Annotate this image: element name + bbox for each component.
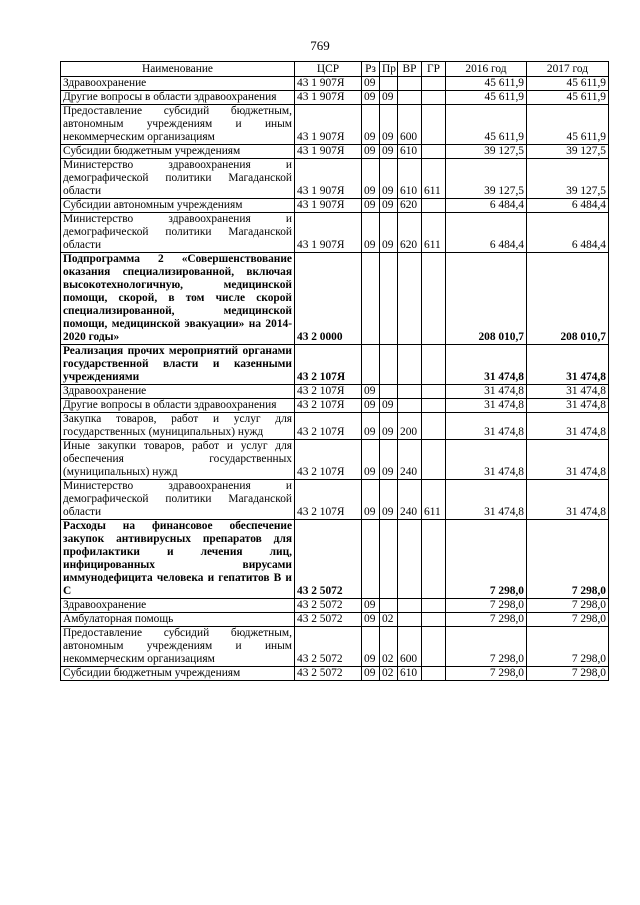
cell-gr [422, 399, 446, 413]
cell-vr: 600 [398, 105, 422, 145]
cell-rz: 09 [362, 105, 380, 145]
table-row [61, 399, 609, 413]
cell-2017: 45 611,9 [527, 77, 609, 91]
cell-name: Субсидии автономным учреждениям [61, 199, 295, 213]
cell-name: Здравоохранение [61, 77, 295, 91]
cell-2016: 39 127,5 [446, 145, 527, 159]
cell-vr [398, 399, 422, 413]
cell-csr: 43 2 5072 [295, 613, 362, 627]
cell-rz: 09 [362, 199, 380, 213]
cell-gr [422, 105, 446, 145]
cell-pr: 09 [380, 159, 398, 199]
cell-vr: 240 [398, 440, 422, 480]
table-row [61, 385, 609, 399]
cell-csr: 43 1 907Я [295, 213, 362, 253]
cell-name: Подпрограмма 2 «Совершенствование оказания специализированной, включая высокотехнологичную, медицинской помощи, скорой, в том числе скорой специализированной, медицинской помощи, медицинской эвакуации» на 2014-2020 годы» [61, 253, 295, 345]
cell-2016: 6 484,4 [446, 199, 527, 213]
cell-csr: 43 1 907Я [295, 105, 362, 145]
cell-name: Министерство здравоохранения и демографической политики Магаданской области [61, 213, 295, 253]
table-row [61, 159, 609, 199]
cell-vr: 620 [398, 213, 422, 253]
cell-2016: 39 127,5 [446, 159, 527, 199]
cell-csr: 43 1 907Я [295, 159, 362, 199]
cell-csr: 43 2 107Я [295, 399, 362, 413]
cell-2017: 31 474,8 [527, 440, 609, 480]
cell-csr: 43 2 107Я [295, 413, 362, 440]
cell-pr [380, 345, 398, 385]
table-row [61, 440, 609, 480]
cell-csr: 43 2 0000 [295, 253, 362, 345]
cell-2016: 7 298,0 [446, 667, 527, 681]
cell-rz: 09 [362, 413, 380, 440]
cell-gr [422, 440, 446, 480]
cell-gr [422, 91, 446, 105]
cell-gr [422, 520, 446, 599]
cell-vr: 610 [398, 145, 422, 159]
cell-2017: 45 611,9 [527, 91, 609, 105]
cell-vr: 600 [398, 627, 422, 667]
cell-rz: 09 [362, 613, 380, 627]
table-row [61, 145, 609, 159]
cell-name: Другие вопросы в области здравоохранения [61, 91, 295, 105]
cell-rz: 09 [362, 440, 380, 480]
cell-vr: 610 [398, 667, 422, 681]
cell-name: Министерство здравоохранения и демографической политики Магаданской области [61, 159, 295, 199]
cell-2017: 6 484,4 [527, 199, 609, 213]
table-row [61, 413, 609, 440]
cell-2017: 39 127,5 [527, 159, 609, 199]
cell-rz: 09 [362, 145, 380, 159]
cell-pr: 09 [380, 480, 398, 520]
cell-pr [380, 253, 398, 345]
header-pr: Пр [380, 62, 398, 77]
cell-gr [422, 385, 446, 399]
cell-gr [422, 253, 446, 345]
cell-name: Здравоохранение [61, 385, 295, 399]
cell-pr: 09 [380, 399, 398, 413]
cell-pr [380, 77, 398, 91]
cell-csr: 43 2 107Я [295, 440, 362, 480]
cell-gr [422, 77, 446, 91]
cell-csr: 43 2 5072 [295, 627, 362, 667]
cell-csr: 43 1 907Я [295, 91, 362, 105]
cell-rz [362, 520, 380, 599]
cell-2016: 208 010,7 [446, 253, 527, 345]
cell-2017: 31 474,8 [527, 413, 609, 440]
cell-2016: 31 474,8 [446, 413, 527, 440]
cell-2017: 7 298,0 [527, 520, 609, 599]
cell-gr [422, 599, 446, 613]
cell-2016: 45 611,9 [446, 105, 527, 145]
cell-name: Реализация прочих мероприятий органами государственной власти и казенными учреждениями [61, 345, 295, 385]
cell-2016: 6 484,4 [446, 213, 527, 253]
cell-2017: 31 474,8 [527, 345, 609, 385]
cell-vr [398, 520, 422, 599]
cell-2017: 39 127,5 [527, 145, 609, 159]
cell-gr: 611 [422, 480, 446, 520]
cell-pr [380, 599, 398, 613]
table-row [61, 520, 609, 599]
table-row [61, 91, 609, 105]
cell-pr: 02 [380, 613, 398, 627]
header-2016: 2016 год [446, 62, 527, 77]
cell-2016: 7 298,0 [446, 613, 527, 627]
cell-pr: 09 [380, 213, 398, 253]
cell-rz: 09 [362, 667, 380, 681]
cell-2017: 31 474,8 [527, 399, 609, 413]
cell-pr [380, 520, 398, 599]
cell-csr: 43 2 5072 [295, 667, 362, 681]
table-header-row [61, 62, 609, 77]
cell-pr: 09 [380, 145, 398, 159]
cell-2016: 31 474,8 [446, 399, 527, 413]
cell-name: Расходы на финансовое обеспечение закупок антивирусных препаратов для профилактики и лечения лиц, инфицированных вирусами иммунодефицита человека и гепатитов В и С [61, 520, 295, 599]
cell-rz: 09 [362, 77, 380, 91]
cell-2017: 45 611,9 [527, 105, 609, 145]
cell-rz: 09 [362, 599, 380, 613]
cell-gr: 611 [422, 213, 446, 253]
cell-pr: 09 [380, 413, 398, 440]
header-rz: Рз [362, 62, 380, 77]
cell-rz [362, 253, 380, 345]
cell-2016: 31 474,8 [446, 480, 527, 520]
cell-gr [422, 613, 446, 627]
cell-vr [398, 253, 422, 345]
cell-gr [422, 413, 446, 440]
header-csr: ЦСР [295, 62, 362, 77]
cell-rz: 09 [362, 159, 380, 199]
cell-gr [422, 345, 446, 385]
table-row [61, 105, 609, 145]
cell-vr: 610 [398, 159, 422, 199]
cell-csr: 43 2 107Я [295, 480, 362, 520]
cell-vr: 620 [398, 199, 422, 213]
budget-table [60, 61, 609, 681]
cell-rz: 09 [362, 385, 380, 399]
cell-rz: 09 [362, 480, 380, 520]
cell-2017: 6 484,4 [527, 213, 609, 253]
table-row [61, 667, 609, 681]
cell-csr: 43 2 5072 [295, 599, 362, 613]
cell-2017: 7 298,0 [527, 627, 609, 667]
cell-rz: 09 [362, 213, 380, 253]
cell-2017: 31 474,8 [527, 480, 609, 520]
table-row [61, 599, 609, 613]
cell-name: Предоставление субсидий бюджетным, автономным учреждениям и иным некоммерческим организациям [61, 627, 295, 667]
cell-2016: 7 298,0 [446, 599, 527, 613]
cell-name: Субсидии бюджетным учреждениям [61, 667, 295, 681]
cell-csr: 43 2 107Я [295, 345, 362, 385]
cell-gr: 611 [422, 159, 446, 199]
cell-vr [398, 613, 422, 627]
table-row [61, 213, 609, 253]
cell-2016: 31 474,8 [446, 385, 527, 399]
cell-2016: 31 474,8 [446, 345, 527, 385]
table-row [61, 627, 609, 667]
cell-gr [422, 627, 446, 667]
cell-csr: 43 1 907Я [295, 199, 362, 213]
cell-vr [398, 345, 422, 385]
table-row [61, 77, 609, 91]
table-row [61, 480, 609, 520]
cell-gr [422, 199, 446, 213]
cell-2016: 45 611,9 [446, 91, 527, 105]
cell-name: Иные закупки товаров, работ и услуг для обеспечения государственных (муниципальных) нужд [61, 440, 295, 480]
cell-name: Здравоохранение [61, 599, 295, 613]
table-row [61, 613, 609, 627]
cell-vr: 240 [398, 480, 422, 520]
cell-gr [422, 667, 446, 681]
table-row [61, 345, 609, 385]
cell-pr: 09 [380, 199, 398, 213]
page-number: 769 [310, 38, 330, 53]
cell-csr: 43 2 107Я [295, 385, 362, 399]
cell-pr: 09 [380, 91, 398, 105]
cell-name: Амбулаторная помощь [61, 613, 295, 627]
cell-pr: 09 [380, 105, 398, 145]
cell-vr [398, 77, 422, 91]
cell-2017: 31 474,8 [527, 385, 609, 399]
cell-gr [422, 145, 446, 159]
cell-vr [398, 599, 422, 613]
cell-pr: 02 [380, 667, 398, 681]
cell-name: Закупка товаров, работ и услуг для государственных (муниципальных) нужд [61, 413, 295, 440]
cell-pr [380, 385, 398, 399]
cell-2016: 31 474,8 [446, 440, 527, 480]
cell-rz: 09 [362, 627, 380, 667]
cell-2017: 7 298,0 [527, 599, 609, 613]
cell-rz: 09 [362, 91, 380, 105]
cell-2017: 208 010,7 [527, 253, 609, 345]
table-row [61, 253, 609, 345]
header-vr: ВР [398, 62, 422, 77]
cell-2016: 45 611,9 [446, 77, 527, 91]
cell-2016: 7 298,0 [446, 627, 527, 667]
cell-pr: 09 [380, 440, 398, 480]
header-gr: ГР [422, 62, 446, 77]
cell-name: Предоставление субсидий бюджетным, автономным учреждениям и иным некоммерческим организациям [61, 105, 295, 145]
cell-2017: 7 298,0 [527, 667, 609, 681]
cell-csr: 43 2 5072 [295, 520, 362, 599]
cell-vr [398, 385, 422, 399]
cell-vr [398, 91, 422, 105]
table-row [61, 199, 609, 213]
cell-name: Субсидии бюджетным учреждениям [61, 145, 295, 159]
cell-csr: 43 1 907Я [295, 145, 362, 159]
header-2017: 2017 год [527, 62, 609, 77]
cell-vr: 200 [398, 413, 422, 440]
cell-name: Другие вопросы в области здравоохранения [61, 399, 295, 413]
cell-2016: 7 298,0 [446, 520, 527, 599]
cell-rz [362, 345, 380, 385]
cell-csr: 43 1 907Я [295, 77, 362, 91]
cell-pr: 02 [380, 627, 398, 667]
cell-rz: 09 [362, 399, 380, 413]
cell-2017: 7 298,0 [527, 613, 609, 627]
header-name: Наименование [61, 62, 295, 77]
cell-name: Министерство здравоохранения и демографической политики Магаданской области [61, 480, 295, 520]
